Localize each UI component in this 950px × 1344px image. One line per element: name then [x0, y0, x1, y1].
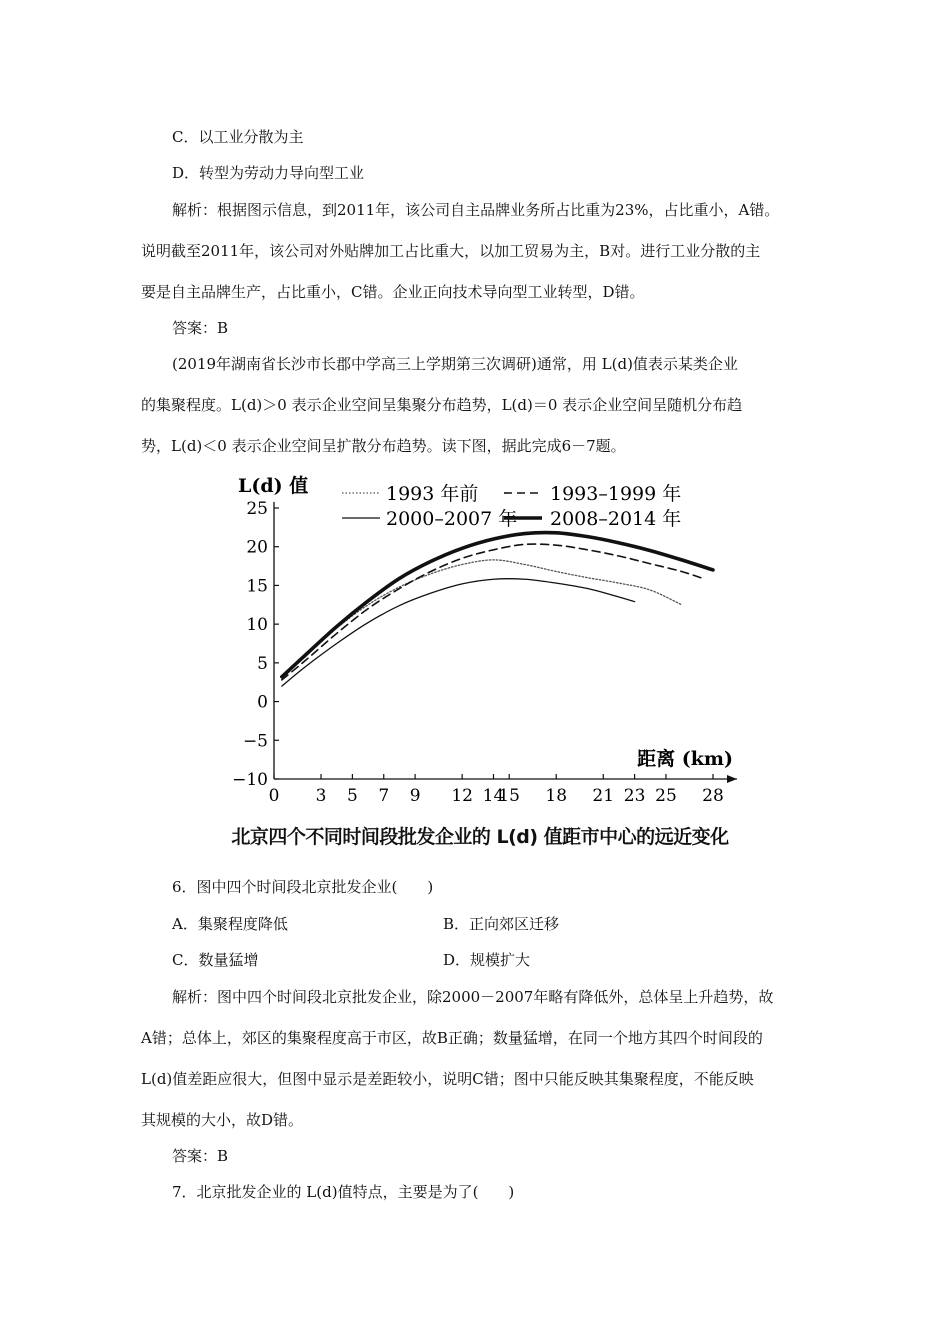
- x-tick-label: 3: [315, 786, 327, 806]
- chart-title: 北京四个不同时间段批发企业的 L(d) 值距市中心的远近变化: [231, 826, 729, 848]
- y-tick-label: 15: [246, 576, 268, 597]
- x-tick-label: 25: [655, 786, 677, 806]
- y-tick-label: 0: [257, 692, 268, 713]
- series-line: [282, 579, 635, 686]
- y-tick-label: 10: [246, 615, 268, 636]
- y-tick-label: 25: [246, 499, 268, 519]
- q6-option-b: B．正向郊区迁移: [443, 915, 560, 933]
- q6-analysis-line: A错；总体上，郊区的集聚程度高于市区，故B正确；数量猛增，在同一个地方其四个时间段的: [141, 1029, 763, 1047]
- q5-analysis-line: 说明截至2011年，该公司对外贴牌加工占比重大，以加工贸易为主，B对。进行工业分散的主: [141, 242, 761, 260]
- y-tick-label: 5: [257, 653, 268, 674]
- legend-label: 2008–2014 年: [550, 508, 682, 530]
- q6-option-c: C．数量猛增: [172, 951, 259, 969]
- q6-analysis-line: 其规模的大小，故D错。: [141, 1111, 304, 1129]
- x-tick-label: 18: [545, 786, 568, 806]
- x-tick-label: 9: [409, 786, 421, 806]
- series-line: [282, 533, 713, 677]
- q6-stem: 6．图中四个时间段北京批发企业( ): [172, 878, 434, 896]
- x-tick-label: 15: [498, 786, 520, 806]
- q6-option-a: A．集聚程度降低: [172, 915, 288, 933]
- q6-answer: 答案：B: [172, 1147, 229, 1165]
- y-tick-label: 20: [246, 537, 268, 558]
- x-tick-label: 5: [346, 786, 358, 806]
- q6-analysis-line: L(d)值差距应很大，但图中显示是差距较小，说明C错；图中只能反映其集聚程度，不能反映: [141, 1070, 754, 1088]
- series-line: [282, 544, 705, 680]
- legend-label: 1993–1999 年: [550, 483, 682, 505]
- x-tick-label: 7: [378, 786, 390, 806]
- x-axis-arrow: [727, 775, 737, 783]
- ld-line-chart: [222, 466, 752, 816]
- intro-line: 的集聚程度。L(d)＞0 表示企业空间呈集聚分布趋势，L(d)＝0 表示企业空间呈随机分布趋: [141, 396, 743, 414]
- q5-option-c: C．以工业分散为主: [172, 128, 304, 146]
- x-tick-label: 0: [268, 786, 280, 806]
- x-tick-label: 14: [482, 786, 505, 806]
- x-tick-label: 28: [702, 786, 724, 806]
- q7-stem: 7．北京批发企业的 L(d)值特点，主要是为了( ): [172, 1183, 515, 1201]
- y-axis-label: L(d) 值: [238, 475, 309, 497]
- q5-option-d: D．转型为劳动力导向型工业: [172, 164, 365, 182]
- legend-label: 2000–2007 年: [386, 508, 518, 530]
- q6-option-d: D．规模扩大: [443, 951, 531, 969]
- intro-line: (2019年湖南省长沙市长郡中学高三上学期第三次调研)通常，用 L(d)值表示某类企业: [172, 355, 738, 373]
- q5-analysis-line: 要是自主品牌生产，占比重小，C错。企业正向技术导向型工业转型，D错。: [141, 283, 645, 301]
- y-tick-label: −5: [242, 731, 268, 752]
- x-tick-label: 23: [623, 786, 646, 806]
- legend-label: 1993 年前: [386, 483, 479, 505]
- x-axis-label: 距离 (km): [637, 748, 733, 770]
- q5-answer: 答案：B: [172, 319, 229, 337]
- intro-line: 势，L(d)＜0 表示企业空间呈扩散分布趋势。读下图，据此完成6－7题。: [141, 437, 626, 455]
- x-tick-label: 21: [592, 786, 615, 806]
- x-tick-label: 12: [451, 786, 473, 806]
- q5-analysis-line: 解析：根据图示信息，到2011年，该公司自主品牌业务所占比重为23%，占比重小，A错。: [172, 201, 780, 219]
- q6-analysis-line: 解析：图中四个时间段北京批发企业，除2000－2007年略有降低外，总体呈上升趋势，故: [172, 988, 774, 1006]
- y-tick-label: −10: [232, 770, 268, 790]
